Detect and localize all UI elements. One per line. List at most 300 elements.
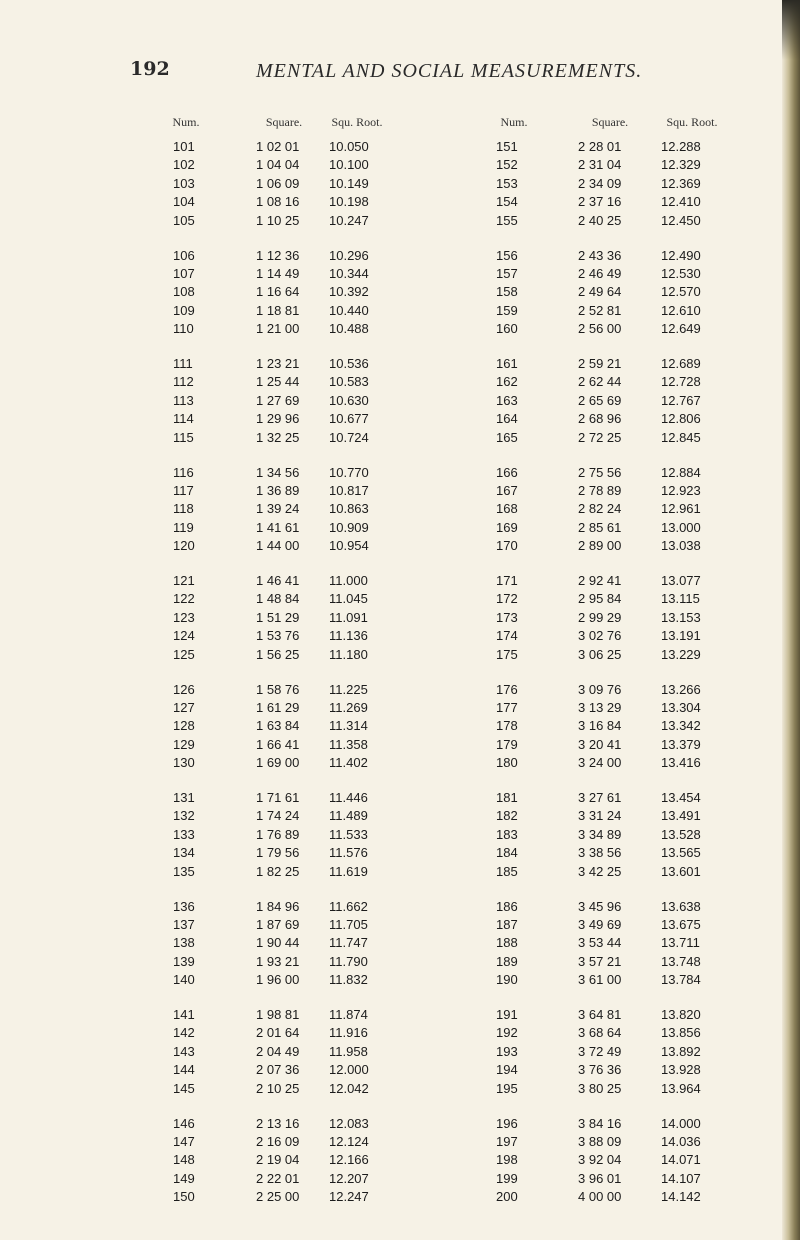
root-left-cell: 11.747 <box>329 935 368 951</box>
root-left-cell: 11.790 <box>329 953 368 969</box>
num-left-cell: 143 <box>173 1043 195 1059</box>
square-left-cell: 1 14 49 <box>256 265 300 281</box>
square-left-cell: 1 76 89 <box>256 826 300 842</box>
root-left-cell: 11.091 <box>329 609 368 625</box>
num-right-cell: 175 <box>496 646 518 662</box>
square-right-cell: 2 95 84 <box>578 591 622 607</box>
square-left-cell: 1 58 76 <box>256 681 300 697</box>
root-left-cell: 11.314 <box>329 718 368 734</box>
table-row <box>0 1061 800 1078</box>
num-right-cell: 173 <box>496 609 518 625</box>
num-right-cell: 154 <box>496 194 518 210</box>
num-left-cell: 102 <box>173 157 195 173</box>
square-right-cell: 3 84 16 <box>578 1115 622 1131</box>
square-right-cell: 3 06 25 <box>578 646 622 662</box>
square-left-cell: 1 87 69 <box>256 916 300 932</box>
root-right-cell: 12.728 <box>661 374 701 390</box>
square-right-cell: 3 13 29 <box>578 699 622 715</box>
num-right-cell: 176 <box>496 681 518 697</box>
num-left-cell: 141 <box>173 1007 195 1022</box>
root-right-cell: 13.638 <box>661 898 701 914</box>
column-headers <box>0 115 800 131</box>
table-row <box>0 789 800 806</box>
root-right-cell: 13.266 <box>661 681 701 697</box>
header-root-left: Squ. Root. <box>331 115 383 129</box>
square-left-cell: 1 32 25 <box>256 429 300 445</box>
square-left-cell: 1 18 81 <box>256 302 300 318</box>
num-left-cell: 125 <box>173 646 195 662</box>
square-left-cell: 1 71 61 <box>256 790 300 805</box>
table-row <box>0 681 800 698</box>
square-left-cell: 1 41 61 <box>256 519 300 535</box>
num-left-cell: 121 <box>173 573 195 588</box>
square-left-cell: 2 25 00 <box>256 1189 300 1205</box>
square-right-cell: 2 99 29 <box>578 609 622 625</box>
header-num-right: Num. <box>500 115 528 129</box>
num-right-cell: 194 <box>496 1062 518 1078</box>
table-row <box>0 156 800 173</box>
num-right-cell: 161 <box>496 356 518 371</box>
root-right-cell: 13.000 <box>661 519 701 535</box>
num-left-cell: 134 <box>173 845 195 861</box>
square-right-cell: 3 64 81 <box>578 1007 622 1022</box>
num-left-cell: 123 <box>173 609 195 625</box>
table-row <box>0 916 800 933</box>
num-left-cell: 140 <box>173 972 195 988</box>
square-right-cell: 2 31 04 <box>578 157 622 173</box>
table-row <box>0 373 800 390</box>
square-left-cell: 1 74 24 <box>256 808 300 824</box>
table-row <box>0 212 800 229</box>
square-right-cell: 2 72 25 <box>578 429 622 445</box>
root-left-cell: 10.954 <box>329 538 369 554</box>
root-left-cell: 11.180 <box>329 646 368 662</box>
root-right-cell: 13.892 <box>661 1043 701 1059</box>
square-left-cell: 1 44 00 <box>256 538 300 554</box>
num-right-cell: 196 <box>496 1115 518 1131</box>
root-left-cell: 11.269 <box>329 699 368 715</box>
root-right-cell: 12.490 <box>661 247 701 263</box>
root-right-cell: 13.784 <box>661 972 701 988</box>
num-left-cell: 130 <box>173 755 195 771</box>
root-left-cell: 12.247 <box>329 1189 369 1205</box>
num-right-cell: 189 <box>496 953 518 969</box>
num-right-cell: 178 <box>496 718 518 734</box>
table-row <box>0 627 800 644</box>
square-left-cell: 1 82 25 <box>256 863 300 879</box>
square-left-cell: 2 22 01 <box>256 1170 300 1186</box>
num-left-cell: 109 <box>173 302 195 318</box>
root-right-cell: 13.675 <box>661 916 701 932</box>
num-left-cell: 122 <box>173 591 195 607</box>
num-right-cell: 183 <box>496 826 518 842</box>
root-right-cell: 12.450 <box>661 212 701 228</box>
square-right-cell: 3 20 41 <box>578 736 622 752</box>
squares-roots-table <box>0 138 800 1218</box>
square-right-cell: 2 40 25 <box>578 212 622 228</box>
table-row <box>0 807 800 824</box>
root-left-cell: 10.724 <box>329 429 369 445</box>
square-left-cell: 1 96 00 <box>256 972 300 988</box>
square-right-cell: 2 56 00 <box>578 321 622 337</box>
square-right-cell: 2 49 64 <box>578 284 622 300</box>
num-left-cell: 131 <box>173 790 195 805</box>
num-left-cell: 111 <box>173 356 193 371</box>
root-left-cell: 10.817 <box>329 482 369 498</box>
root-right-cell: 14.142 <box>661 1189 701 1205</box>
table-row <box>0 1043 800 1060</box>
num-right-cell: 158 <box>496 284 518 300</box>
header-square-left: Square. <box>265 115 303 129</box>
square-left-cell: 1 63 84 <box>256 718 300 734</box>
table-row <box>0 500 800 517</box>
root-right-cell: 13.115 <box>661 591 700 607</box>
num-right-cell: 160 <box>496 321 518 337</box>
table-row <box>0 1133 800 1150</box>
num-left-cell: 144 <box>173 1062 195 1078</box>
root-right-cell: 12.649 <box>661 321 701 337</box>
square-right-cell: 2 78 89 <box>578 482 622 498</box>
num-left-cell: 127 <box>173 699 195 715</box>
square-left-cell: 1 12 36 <box>256 247 300 263</box>
num-left-cell: 119 <box>173 519 194 535</box>
root-right-cell: 12.689 <box>661 356 701 371</box>
square-left-cell: 2 01 64 <box>256 1025 300 1041</box>
root-left-cell: 10.440 <box>329 302 369 318</box>
table-row <box>0 1080 800 1097</box>
square-right-cell: 3 42 25 <box>578 863 622 879</box>
square-right-cell: 2 34 09 <box>578 175 622 191</box>
square-left-cell: 1 06 09 <box>256 175 300 191</box>
square-right-cell: 3 80 25 <box>578 1080 622 1096</box>
root-right-cell: 12.570 <box>661 284 701 300</box>
root-left-cell: 12.207 <box>329 1170 369 1186</box>
num-right-cell: 180 <box>496 755 518 771</box>
table-row <box>0 429 800 446</box>
square-right-cell: 3 38 56 <box>578 845 622 861</box>
square-left-cell: 1 79 56 <box>256 845 300 861</box>
root-right-cell: 13.191 <box>661 628 701 644</box>
root-left-cell: 11.832 <box>329 972 368 988</box>
root-left-cell: 10.296 <box>329 247 369 263</box>
square-right-cell: 3 16 84 <box>578 718 622 734</box>
root-right-cell: 13.153 <box>661 609 701 625</box>
square-right-cell: 3 34 89 <box>578 826 622 842</box>
num-right-cell: 184 <box>496 845 518 861</box>
square-left-cell: 1 16 64 <box>256 284 300 300</box>
square-right-cell: 3 49 69 <box>578 916 622 932</box>
root-right-cell: 13.565 <box>661 845 701 861</box>
num-right-cell: 185 <box>496 863 518 879</box>
num-left-cell: 115 <box>173 429 194 445</box>
square-left-cell: 1 93 21 <box>256 953 300 969</box>
num-right-cell: 165 <box>496 429 518 445</box>
num-left-cell: 104 <box>173 194 195 210</box>
root-left-cell: 11.402 <box>329 755 368 771</box>
square-left-cell: 2 04 49 <box>256 1043 300 1059</box>
root-left-cell: 11.358 <box>329 736 368 752</box>
num-left-cell: 128 <box>173 718 195 734</box>
table-row <box>0 519 800 536</box>
square-left-cell: 1 69 00 <box>256 755 300 771</box>
root-left-cell: 10.536 <box>329 356 369 371</box>
square-right-cell: 2 52 81 <box>578 302 622 318</box>
table-row <box>0 699 800 716</box>
root-left-cell: 10.344 <box>329 265 369 281</box>
root-right-cell: 13.416 <box>661 755 701 771</box>
num-left-cell: 116 <box>173 464 194 480</box>
square-right-cell: 3 24 00 <box>578 755 622 771</box>
root-left-cell: 11.045 <box>329 591 368 607</box>
square-right-cell: 3 02 76 <box>578 628 622 644</box>
root-right-cell: 13.928 <box>661 1062 701 1078</box>
square-left-cell: 1 34 56 <box>256 464 300 480</box>
square-right-cell: 2 28 01 <box>578 139 622 154</box>
square-left-cell: 1 51 29 <box>256 609 300 625</box>
root-right-cell: 13.711 <box>661 935 700 951</box>
root-left-cell: 11.705 <box>329 916 368 932</box>
num-left-cell: 149 <box>173 1170 195 1186</box>
square-right-cell: 3 72 49 <box>578 1043 622 1059</box>
num-left-cell: 110 <box>173 321 194 337</box>
square-left-cell: 1 66 41 <box>256 736 300 752</box>
square-left-cell: 1 21 00 <box>256 321 300 337</box>
table-row <box>0 609 800 626</box>
header-root-right: Squ. Root. <box>666 115 718 129</box>
root-right-cell: 12.329 <box>661 157 701 173</box>
square-left-cell: 2 07 36 <box>256 1062 300 1078</box>
root-right-cell: 13.304 <box>661 699 701 715</box>
num-left-cell: 150 <box>173 1189 195 1205</box>
root-right-cell: 12.961 <box>661 501 701 517</box>
table-row <box>0 1115 800 1132</box>
num-right-cell: 163 <box>496 392 518 408</box>
num-right-cell: 156 <box>496 247 518 263</box>
square-right-cell: 4 00 00 <box>578 1189 622 1205</box>
square-right-cell: 3 88 09 <box>578 1133 622 1149</box>
root-right-cell: 13.748 <box>661 953 701 969</box>
table-row <box>0 138 800 155</box>
num-left-cell: 142 <box>173 1025 195 1041</box>
num-left-cell: 124 <box>173 628 195 644</box>
num-right-cell: 200 <box>496 1189 518 1205</box>
root-left-cell: 11.662 <box>329 898 368 914</box>
num-right-cell: 151 <box>496 139 518 154</box>
square-left-cell: 1 98 81 <box>256 1007 300 1022</box>
table-row <box>0 355 800 372</box>
table-row <box>0 934 800 951</box>
table-row <box>0 971 800 988</box>
num-left-cell: 132 <box>173 808 195 824</box>
num-right-cell: 179 <box>496 736 518 752</box>
table-row <box>0 1024 800 1041</box>
num-right-cell: 152 <box>496 157 518 173</box>
root-left-cell: 11.576 <box>329 845 368 861</box>
square-left-cell: 1 56 25 <box>256 646 300 662</box>
root-right-cell: 12.410 <box>661 194 701 210</box>
num-right-cell: 167 <box>496 482 518 498</box>
table-row <box>0 1188 800 1205</box>
square-left-cell: 1 29 96 <box>256 411 300 427</box>
square-left-cell: 1 39 24 <box>256 501 300 517</box>
square-right-cell: 3 68 64 <box>578 1025 622 1041</box>
num-left-cell: 139 <box>173 953 195 969</box>
square-right-cell: 2 37 16 <box>578 194 622 210</box>
num-left-cell: 118 <box>173 501 194 517</box>
square-left-cell: 1 90 44 <box>256 935 300 951</box>
table-row <box>0 247 800 264</box>
square-left-cell: 1 84 96 <box>256 898 300 914</box>
num-right-cell: 198 <box>496 1152 518 1168</box>
table-row <box>0 844 800 861</box>
square-left-cell: 1 36 89 <box>256 482 300 498</box>
num-right-cell: 199 <box>496 1170 518 1186</box>
table-row <box>0 265 800 282</box>
root-right-cell: 13.820 <box>661 1007 701 1022</box>
root-right-cell: 12.610 <box>661 302 701 318</box>
num-left-cell: 108 <box>173 284 195 300</box>
root-right-cell: 12.288 <box>661 139 701 154</box>
root-left-cell: 11.874 <box>329 1007 368 1022</box>
num-right-cell: 182 <box>496 808 518 824</box>
num-right-cell: 188 <box>496 935 518 951</box>
page-corner-shadow <box>782 0 800 60</box>
square-right-cell: 3 61 00 <box>578 972 622 988</box>
square-left-cell: 1 23 21 <box>256 356 300 371</box>
num-left-cell: 133 <box>173 826 195 842</box>
num-right-cell: 166 <box>496 464 518 480</box>
num-right-cell: 153 <box>496 175 518 191</box>
square-right-cell: 2 68 96 <box>578 411 622 427</box>
table-row <box>0 302 800 319</box>
root-right-cell: 12.923 <box>661 482 701 498</box>
num-left-cell: 120 <box>173 538 195 554</box>
table-row <box>0 754 800 771</box>
root-left-cell: 12.042 <box>329 1080 369 1096</box>
num-left-cell: 129 <box>173 736 195 752</box>
num-left-cell: 137 <box>173 916 195 932</box>
page-number: 192 <box>130 58 170 80</box>
square-right-cell: 2 92 41 <box>578 573 622 588</box>
root-right-cell: 13.601 <box>661 863 701 879</box>
num-right-cell: 172 <box>496 591 518 607</box>
num-left-cell: 148 <box>173 1152 195 1168</box>
table-row <box>0 1006 800 1023</box>
table-row <box>0 1151 800 1168</box>
square-left-cell: 2 10 25 <box>256 1080 300 1096</box>
num-left-cell: 146 <box>173 1115 195 1131</box>
square-right-cell: 3 53 44 <box>578 935 622 951</box>
root-left-cell: 12.083 <box>329 1115 369 1131</box>
root-right-cell: 12.530 <box>661 265 701 281</box>
header-num-left: Num. <box>172 115 200 129</box>
root-right-cell: 14.000 <box>661 1115 701 1131</box>
table-row <box>0 826 800 843</box>
square-right-cell: 2 89 00 <box>578 538 622 554</box>
root-right-cell: 13.964 <box>661 1080 701 1096</box>
num-right-cell: 162 <box>496 374 518 390</box>
square-right-cell: 2 85 61 <box>578 519 622 535</box>
num-right-cell: 159 <box>496 302 518 318</box>
square-left-cell: 1 02 01 <box>256 139 300 154</box>
table-row <box>0 953 800 970</box>
num-left-cell: 106 <box>173 247 195 263</box>
root-left-cell: 12.124 <box>329 1133 369 1149</box>
square-right-cell: 3 27 61 <box>578 790 622 805</box>
num-left-cell: 135 <box>173 863 195 879</box>
root-right-cell: 13.229 <box>661 646 701 662</box>
table-row <box>0 464 800 481</box>
root-left-cell: 11.533 <box>329 826 368 842</box>
root-right-cell: 13.342 <box>661 718 701 734</box>
num-right-cell: 174 <box>496 628 518 644</box>
square-right-cell: 3 09 76 <box>578 681 622 697</box>
num-right-cell: 187 <box>496 916 518 932</box>
root-right-cell: 13.454 <box>661 790 701 805</box>
square-right-cell: 2 59 21 <box>578 356 622 371</box>
table-row <box>0 572 800 589</box>
num-right-cell: 190 <box>496 972 518 988</box>
root-left-cell: 10.392 <box>329 284 369 300</box>
root-left-cell: 11.000 <box>329 573 368 588</box>
num-right-cell: 191 <box>496 1007 518 1022</box>
table-row <box>0 537 800 554</box>
table-row <box>0 863 800 880</box>
num-left-cell: 112 <box>173 374 194 390</box>
running-title: MENTAL AND SOCIAL MEASUREMENTS. <box>256 60 643 82</box>
num-left-cell: 113 <box>173 392 194 408</box>
square-left-cell: 1 61 29 <box>256 699 300 715</box>
square-left-cell: 2 19 04 <box>256 1152 300 1168</box>
root-right-cell: 12.369 <box>661 175 701 191</box>
num-right-cell: 197 <box>496 1133 518 1149</box>
root-left-cell: 10.583 <box>329 374 369 390</box>
page-header <box>0 58 800 88</box>
root-left-cell: 10.677 <box>329 411 369 427</box>
table-row <box>0 898 800 915</box>
table-row <box>0 283 800 300</box>
num-right-cell: 192 <box>496 1025 518 1041</box>
num-right-cell: 177 <box>496 699 518 715</box>
square-right-cell: 2 46 49 <box>578 265 622 281</box>
root-right-cell: 13.038 <box>661 538 701 554</box>
square-left-cell: 1 27 69 <box>256 392 300 408</box>
header-square-right: Square. <box>591 115 629 129</box>
root-right-cell: 13.856 <box>661 1025 701 1041</box>
square-left-cell: 1 48 84 <box>256 591 300 607</box>
table-row <box>0 590 800 607</box>
root-right-cell: 14.107 <box>661 1170 701 1186</box>
num-left-cell: 126 <box>173 681 195 697</box>
num-left-cell: 117 <box>173 482 194 498</box>
table-row <box>0 717 800 734</box>
root-left-cell: 10.198 <box>329 194 369 210</box>
root-left-cell: 11.446 <box>329 790 368 805</box>
root-left-cell: 11.136 <box>329 628 368 644</box>
table-row <box>0 482 800 499</box>
num-left-cell: 105 <box>173 212 195 228</box>
root-left-cell: 10.149 <box>329 175 369 191</box>
root-right-cell: 12.884 <box>661 464 701 480</box>
square-right-cell: 2 62 44 <box>578 374 622 390</box>
square-right-cell: 3 45 96 <box>578 898 622 914</box>
root-left-cell: 11.225 <box>329 681 368 697</box>
table-row <box>0 736 800 753</box>
root-left-cell: 10.050 <box>329 139 369 154</box>
root-right-cell: 13.528 <box>661 826 701 842</box>
square-left-cell: 1 25 44 <box>256 374 300 390</box>
num-left-cell: 145 <box>173 1080 195 1096</box>
